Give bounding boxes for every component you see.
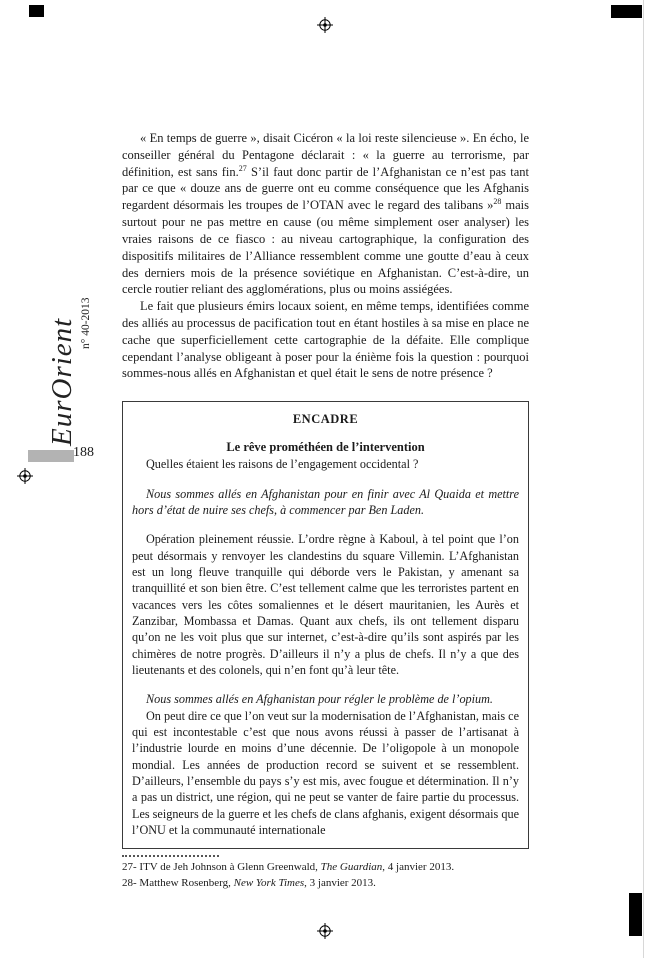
encadre-title: ENCADRE xyxy=(292,412,359,427)
page-number: 188 xyxy=(73,445,94,460)
footnote-reference-28: 28 xyxy=(493,197,502,207)
crop-mark-bottom-right-icon xyxy=(629,893,642,936)
footnote-source: The Guardian xyxy=(320,861,383,874)
journal-title: EurOrient xyxy=(46,317,78,446)
encadre-paragraph-1: Opération pleinement réussie. L’ordre règne à Kaboul, à tel point que l’on peut désormais y renvoyer les clandestins du square Villemin. L’Afghanistan est un long fleuve tranquille qui déborde vers le Pakistan, y amenant sa tranquillité et son bien être. C’est tellement calme que les terroristes partent en vacances vers les côtes somaliennes et le désert mauritanien, les Aurès et Zanzibar, Mombassa et Damas. Quant aux chefs, ils ont tellement disparu qu’on ne les voit plus que sur internet, c’est-à-dire qu’ils sont aspirés par les chimères de notre progrès. D’ailleurs il n’y a plus de chefs. Il n’y a que des lieutenants et des colonels, qui n’en font qu’à leur tête. xyxy=(132,532,519,677)
encadre-question: Quelles étaient les raisons de l’engagement occidental ? xyxy=(146,457,419,472)
encadre-thesis-1: Nous sommes allés en Afghanistan pour en finir avec Al Quaida et mettre hors d’état de nuire ses chefs, à commencer par Ben Laden. xyxy=(132,486,519,517)
paragraph-text: mais surtout pour ne pas mettre en cause (ou même simplement oser analyser) les vraies raisons de ce fiasco : au niveau cartographique, la configuration des dispositifs militaires de l’Alliance ressemblent comme une goutte d’eau à ceux des derniers mois de la présence soviétique en Afghanistan. C’est-à-dire, un cercle routier reliant des agglomérations, plus ou moins assiégées. xyxy=(122,198,530,297)
paragraph-text: S’il faut donc partir de l’Afghanistan ce n’est pas tant par ce que « douze ans de guerre ont eu comme conséquence que les Afghanis regardent désormais les troupes de l’OTAN avec le regard des talibans » xyxy=(122,164,529,213)
encadre-paragraph-2: On peut dire ce que l’on veut sur la modernisation de l’Afghanistan, mais ce qui est incontestable c’est que nous avons réussi à passer de l’artisanat à l’industrie lourde en moins d’une décennie. De l’oligopole à un monopole mondial. Les années de production record se suivent et se ressemblent. D’ailleurs, l’ensemble du pays s’y est mis, avec fougue et détermination. Il n’y a pas un district, une région, qui ne peut se vanter de faire partie du processus. Les seigneurs de la guerre et les chefs de clans afghanis, exigent désormais que l’ONU et la communauté internationale xyxy=(132,708,519,838)
footnote-text: 27- ITV de Jeh Johnson à Glenn Greenwald, xyxy=(122,861,321,874)
encadre-subtitle: Le rêve prométhéen de l’intervention xyxy=(226,440,425,455)
footnote-text: , 3 janvier 2013. xyxy=(304,876,376,889)
page-edge-shadow xyxy=(643,0,644,958)
body-paragraph-2: Le fait que plusieurs émirs locaux soient, en même temps, identifiées comme des alliés au processus de pacification tout en étant hostiles à sa mise en place ne cache que superficiellement cette cartographie de la défaite. Elle complique cependant l’analyse obligeant à poser pour la énième fois la question : pourquoi sommes-nous allés en Afghanistan et quel était le sens de notre présence ? xyxy=(122,299,529,381)
footnote-text: , 4 janvier 2013. xyxy=(382,861,455,874)
footnote-reference-27: 27 xyxy=(238,163,247,173)
registration-mark-top-icon xyxy=(317,17,333,33)
journal-issue: n° 40-2013 xyxy=(80,297,92,349)
text-column xyxy=(122,130,529,891)
crop-mark-top-right-icon xyxy=(611,5,642,18)
footnote-text: 28- Matthew Rosenberg, xyxy=(122,876,234,889)
paragraph-text: « En temps de guerre », disait Cicéron « la loi reste silencieuse ». En écho, le conseiller général du Pentagone déclarait : « la guerre au terrorisme, par définition, est sans fin. xyxy=(122,131,529,179)
body-paragraph-1 xyxy=(122,130,529,298)
footnote-separator-rule xyxy=(122,855,219,857)
footnote-28 xyxy=(122,876,529,891)
registration-mark-bottom-icon xyxy=(317,923,333,939)
footnote-27 xyxy=(122,860,529,875)
footnote-source: New York Times xyxy=(233,876,305,889)
encadre-box xyxy=(122,401,529,849)
crop-mark-top-left-icon xyxy=(29,5,44,17)
encadre-thesis-2: Nous sommes allés en Afghanistan pour régler le problème de l’opium. xyxy=(146,692,493,707)
page-marker-bar xyxy=(28,450,74,462)
footnotes-section xyxy=(122,855,529,890)
registration-mark-left-icon xyxy=(17,468,33,484)
